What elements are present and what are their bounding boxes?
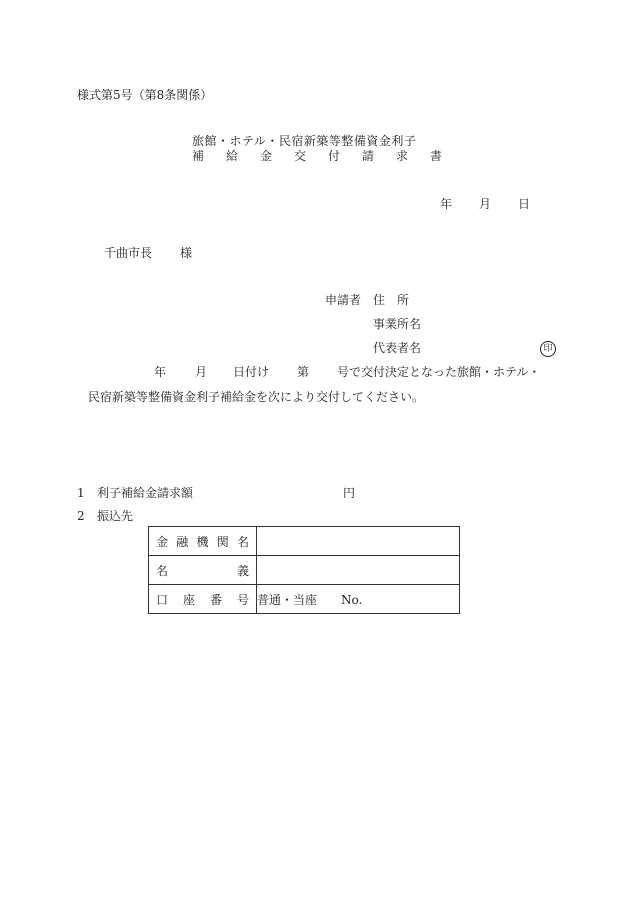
body-line-2: 民宿新築等整備資金利子補給金を次により交付してください。	[88, 390, 425, 404]
body-year: 年	[154, 365, 167, 379]
label-char: 号	[236, 592, 249, 607]
title-char: 給	[225, 149, 238, 163]
applicant-representative-label: 代表者名	[373, 341, 422, 355]
item-1-unit: 円	[343, 486, 356, 500]
item-1-number: 1	[77, 486, 85, 500]
title-line-1: 旅館・ホテル・民宿新築等整備資金利子	[192, 134, 417, 148]
financial-institution-field[interactable]	[257, 527, 460, 556]
bank-transfer-table	[148, 526, 460, 614]
account-holder-label-cell	[149, 556, 257, 585]
body-month: 月	[195, 365, 208, 379]
label-char: 名	[236, 534, 249, 549]
label-char: 関	[216, 534, 229, 549]
title-char: 交	[293, 149, 306, 163]
label-char: 金	[156, 534, 169, 549]
item-1-label: 利子補給金請求額	[97, 486, 194, 500]
account-number-label-cell	[149, 585, 257, 614]
table-row	[149, 556, 460, 585]
date-day: 日	[518, 197, 531, 211]
addressee-honorific: 様	[180, 246, 193, 260]
seal-mark: 印	[540, 341, 556, 357]
title-char: 求	[395, 149, 408, 163]
body-line1-rest: 号で交付決定となった旅館・ホテル・	[337, 365, 541, 379]
date-month: 月	[479, 197, 492, 211]
item-2-number: 2	[77, 509, 85, 523]
label-char: 座	[182, 592, 195, 607]
title-char: 補	[192, 149, 205, 163]
date-year: 年	[440, 197, 453, 211]
title-char: 書	[429, 149, 442, 163]
table-row	[149, 585, 460, 614]
account-number-field[interactable]: 普通・当座 No.	[257, 585, 460, 614]
label-char: 義	[236, 563, 249, 578]
account-holder-field[interactable]	[257, 556, 460, 585]
title-char: 請	[361, 149, 374, 163]
label-char: 名	[156, 563, 169, 578]
title-char: 付	[327, 149, 340, 163]
financial-institution-label-cell	[149, 527, 257, 556]
applicant-office-label: 事業所名	[373, 317, 422, 331]
label-char: 機	[196, 534, 209, 549]
label-char: 番	[209, 592, 222, 607]
label-char: 口	[156, 592, 169, 607]
body-dated: 日付け	[233, 365, 270, 379]
addressee-name: 千曲市長	[104, 246, 153, 260]
title-line-2	[192, 150, 442, 162]
table-row	[149, 527, 460, 556]
label-char: 融	[176, 534, 189, 549]
form-number: 様式第5号（第8条関係）	[77, 88, 213, 102]
item-2-label: 振込先	[97, 509, 134, 523]
applicant-address-label: 住 所	[373, 293, 410, 307]
body-dai: 第	[297, 365, 310, 379]
title-char: 金	[259, 149, 272, 163]
applicant-label: 申請者	[325, 293, 362, 307]
